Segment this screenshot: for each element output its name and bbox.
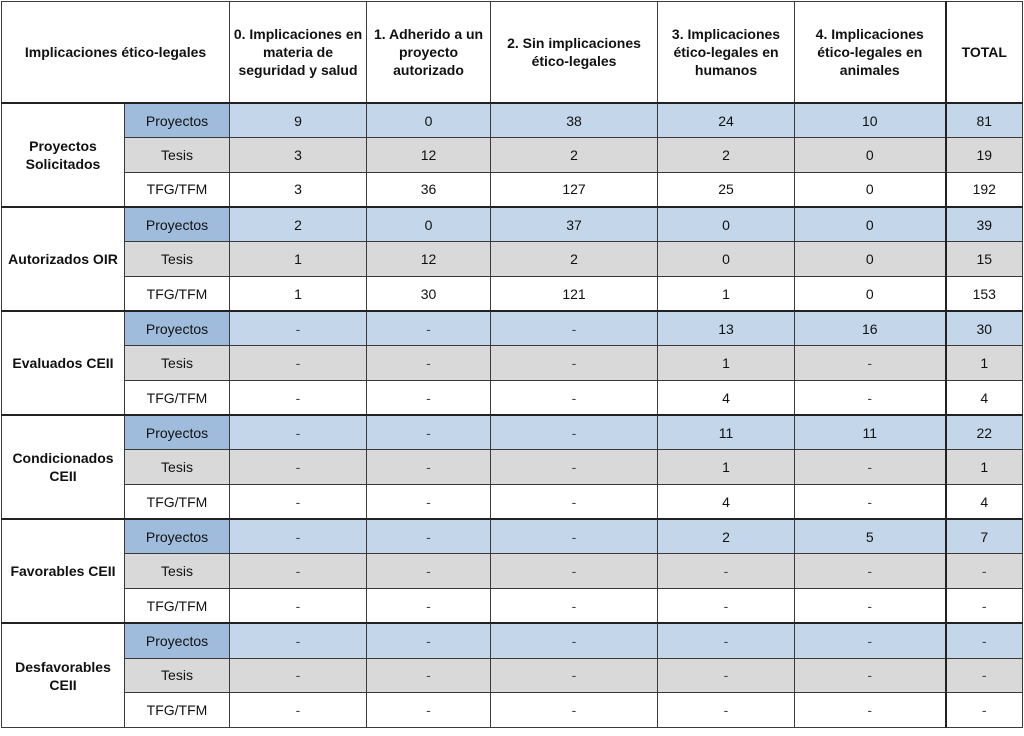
row-label: Tesis (125, 242, 230, 277)
value-cell: - (367, 554, 491, 589)
total-cell: 4 (946, 381, 1023, 416)
value-cell: - (491, 311, 658, 346)
total-cell: 7 (946, 519, 1023, 554)
table-row (2, 138, 1023, 173)
value-cell: - (491, 519, 658, 554)
table-row (2, 381, 1023, 416)
value-cell: - (367, 346, 491, 381)
value-cell: 0 (367, 103, 491, 138)
table-row (2, 103, 1023, 138)
total-cell: 192 (946, 172, 1023, 207)
value-cell: 9 (230, 103, 367, 138)
column-header: 0. Implicaciones en materia de seguridad y salud (230, 2, 367, 104)
row-label: Proyectos (125, 415, 230, 450)
value-cell: 2 (658, 138, 795, 173)
value-cell: - (658, 693, 795, 728)
row-label: TFG/TFM (125, 589, 230, 624)
value-cell: 1 (658, 276, 795, 311)
value-cell: - (795, 346, 946, 381)
value-cell: - (367, 485, 491, 520)
total-cell: 30 (946, 311, 1023, 346)
table-row (2, 346, 1023, 381)
value-cell: - (230, 450, 367, 485)
value-cell: 0 (795, 207, 946, 242)
group-label: Desfavorables CEII (2, 623, 125, 727)
value-cell: 3 (230, 138, 367, 173)
row-label: Tesis (125, 138, 230, 173)
value-cell: 24 (658, 103, 795, 138)
total-cell: - (946, 554, 1023, 589)
group-label: Autorizados OIR (2, 207, 125, 311)
value-cell: - (230, 693, 367, 728)
column-header: 4. Implicaciones ético-legales en animales (795, 2, 946, 104)
value-cell: - (230, 485, 367, 520)
value-cell: - (795, 485, 946, 520)
total-cell: 4 (946, 485, 1023, 520)
table-row (2, 623, 1023, 658)
value-cell: 11 (795, 415, 946, 450)
total-cell: 81 (946, 103, 1023, 138)
value-cell: - (658, 658, 795, 693)
header-row (2, 2, 1023, 104)
table-row (2, 519, 1023, 554)
table-row (2, 242, 1023, 277)
table-row (2, 589, 1023, 624)
row-label: TFG/TFM (125, 381, 230, 416)
group-label: Condicionados CEII (2, 415, 125, 519)
value-cell: 37 (491, 207, 658, 242)
value-cell: 1 (230, 242, 367, 277)
value-cell: 0 (795, 138, 946, 173)
total-cell: 22 (946, 415, 1023, 450)
row-label: Proyectos (125, 207, 230, 242)
value-cell: - (367, 450, 491, 485)
total-cell: 1 (946, 346, 1023, 381)
value-cell: - (367, 381, 491, 416)
value-cell: - (491, 693, 658, 728)
value-cell: 0 (658, 242, 795, 277)
row-label: TFG/TFM (125, 172, 230, 207)
value-cell: - (491, 415, 658, 450)
table-row (2, 485, 1023, 520)
row-label: Tesis (125, 346, 230, 381)
table-row (2, 207, 1023, 242)
table-row (2, 658, 1023, 693)
row-label: Tesis (125, 450, 230, 485)
value-cell: 12 (367, 138, 491, 173)
column-header-total: TOTAL (946, 2, 1023, 104)
total-cell: 1 (946, 450, 1023, 485)
value-cell: 0 (795, 242, 946, 277)
value-cell: 2 (491, 242, 658, 277)
row-label: Proyectos (125, 103, 230, 138)
value-cell: 0 (795, 172, 946, 207)
table-row (2, 554, 1023, 589)
value-cell: - (230, 519, 367, 554)
value-cell: - (491, 554, 658, 589)
value-cell: 38 (491, 103, 658, 138)
value-cell: 5 (795, 519, 946, 554)
value-cell: 36 (367, 172, 491, 207)
ethics-summary-table (1, 1, 1023, 728)
corner-label: Implicaciones ético-legales (2, 2, 230, 104)
value-cell: 1 (658, 450, 795, 485)
value-cell: - (230, 311, 367, 346)
value-cell: - (367, 589, 491, 624)
value-cell: - (795, 658, 946, 693)
table-row (2, 693, 1023, 728)
total-cell: - (946, 589, 1023, 624)
total-cell: - (946, 623, 1023, 658)
table-row (2, 311, 1023, 346)
value-cell: - (491, 623, 658, 658)
value-cell: - (795, 693, 946, 728)
total-cell: 15 (946, 242, 1023, 277)
row-label: TFG/TFM (125, 276, 230, 311)
row-label: Proyectos (125, 311, 230, 346)
total-cell: 153 (946, 276, 1023, 311)
total-cell: 39 (946, 207, 1023, 242)
row-label: TFG/TFM (125, 693, 230, 728)
value-cell: - (230, 381, 367, 416)
value-cell: 10 (795, 103, 946, 138)
value-cell: - (367, 658, 491, 693)
value-cell: - (367, 311, 491, 346)
value-cell: 0 (658, 207, 795, 242)
value-cell: - (367, 623, 491, 658)
value-cell: 4 (658, 485, 795, 520)
table-row (2, 172, 1023, 207)
value-cell: - (795, 381, 946, 416)
value-cell: - (367, 693, 491, 728)
value-cell: - (795, 554, 946, 589)
value-cell: - (658, 623, 795, 658)
column-header: 1. Adherido a un proyecto autorizado (367, 2, 491, 104)
row-label: Tesis (125, 554, 230, 589)
value-cell: 1 (658, 346, 795, 381)
value-cell: - (367, 415, 491, 450)
value-cell: 11 (658, 415, 795, 450)
group-label: Evaluados CEII (2, 311, 125, 415)
value-cell: - (491, 589, 658, 624)
value-cell: 0 (795, 276, 946, 311)
value-cell: - (491, 381, 658, 416)
value-cell: - (658, 554, 795, 589)
group-label: Favorables CEII (2, 519, 125, 623)
value-cell: 16 (795, 311, 946, 346)
value-cell: - (491, 658, 658, 693)
value-cell: 2 (658, 519, 795, 554)
table-row (2, 415, 1023, 450)
value-cell: - (230, 346, 367, 381)
total-cell: - (946, 658, 1023, 693)
value-cell: - (230, 658, 367, 693)
row-label: TFG/TFM (125, 485, 230, 520)
value-cell: - (795, 589, 946, 624)
value-cell: 25 (658, 172, 795, 207)
group-label: Proyectos Solicitados (2, 103, 125, 207)
value-cell: 30 (367, 276, 491, 311)
value-cell: 1 (230, 276, 367, 311)
value-cell: - (230, 589, 367, 624)
value-cell: 12 (367, 242, 491, 277)
value-cell: - (230, 623, 367, 658)
value-cell: - (491, 346, 658, 381)
row-label: Tesis (125, 658, 230, 693)
value-cell: 2 (491, 138, 658, 173)
value-cell: 3 (230, 172, 367, 207)
total-cell: - (946, 693, 1023, 728)
table-row (2, 276, 1023, 311)
value-cell: 0 (367, 207, 491, 242)
value-cell: 13 (658, 311, 795, 346)
value-cell: - (795, 623, 946, 658)
total-cell: 19 (946, 138, 1023, 173)
row-label: Proyectos (125, 623, 230, 658)
row-label: Proyectos (125, 519, 230, 554)
column-header: 2. Sin implicaciones ético-legales (491, 2, 658, 104)
column-header: 3. Implicaciones ético-legales en humanos (658, 2, 795, 104)
value-cell: 127 (491, 172, 658, 207)
value-cell: 4 (658, 381, 795, 416)
value-cell: - (367, 519, 491, 554)
value-cell: 121 (491, 276, 658, 311)
value-cell: - (658, 589, 795, 624)
value-cell: - (795, 450, 946, 485)
value-cell: - (230, 415, 367, 450)
value-cell: - (491, 450, 658, 485)
table-row (2, 450, 1023, 485)
value-cell: - (230, 554, 367, 589)
value-cell: - (491, 485, 658, 520)
value-cell: 2 (230, 207, 367, 242)
